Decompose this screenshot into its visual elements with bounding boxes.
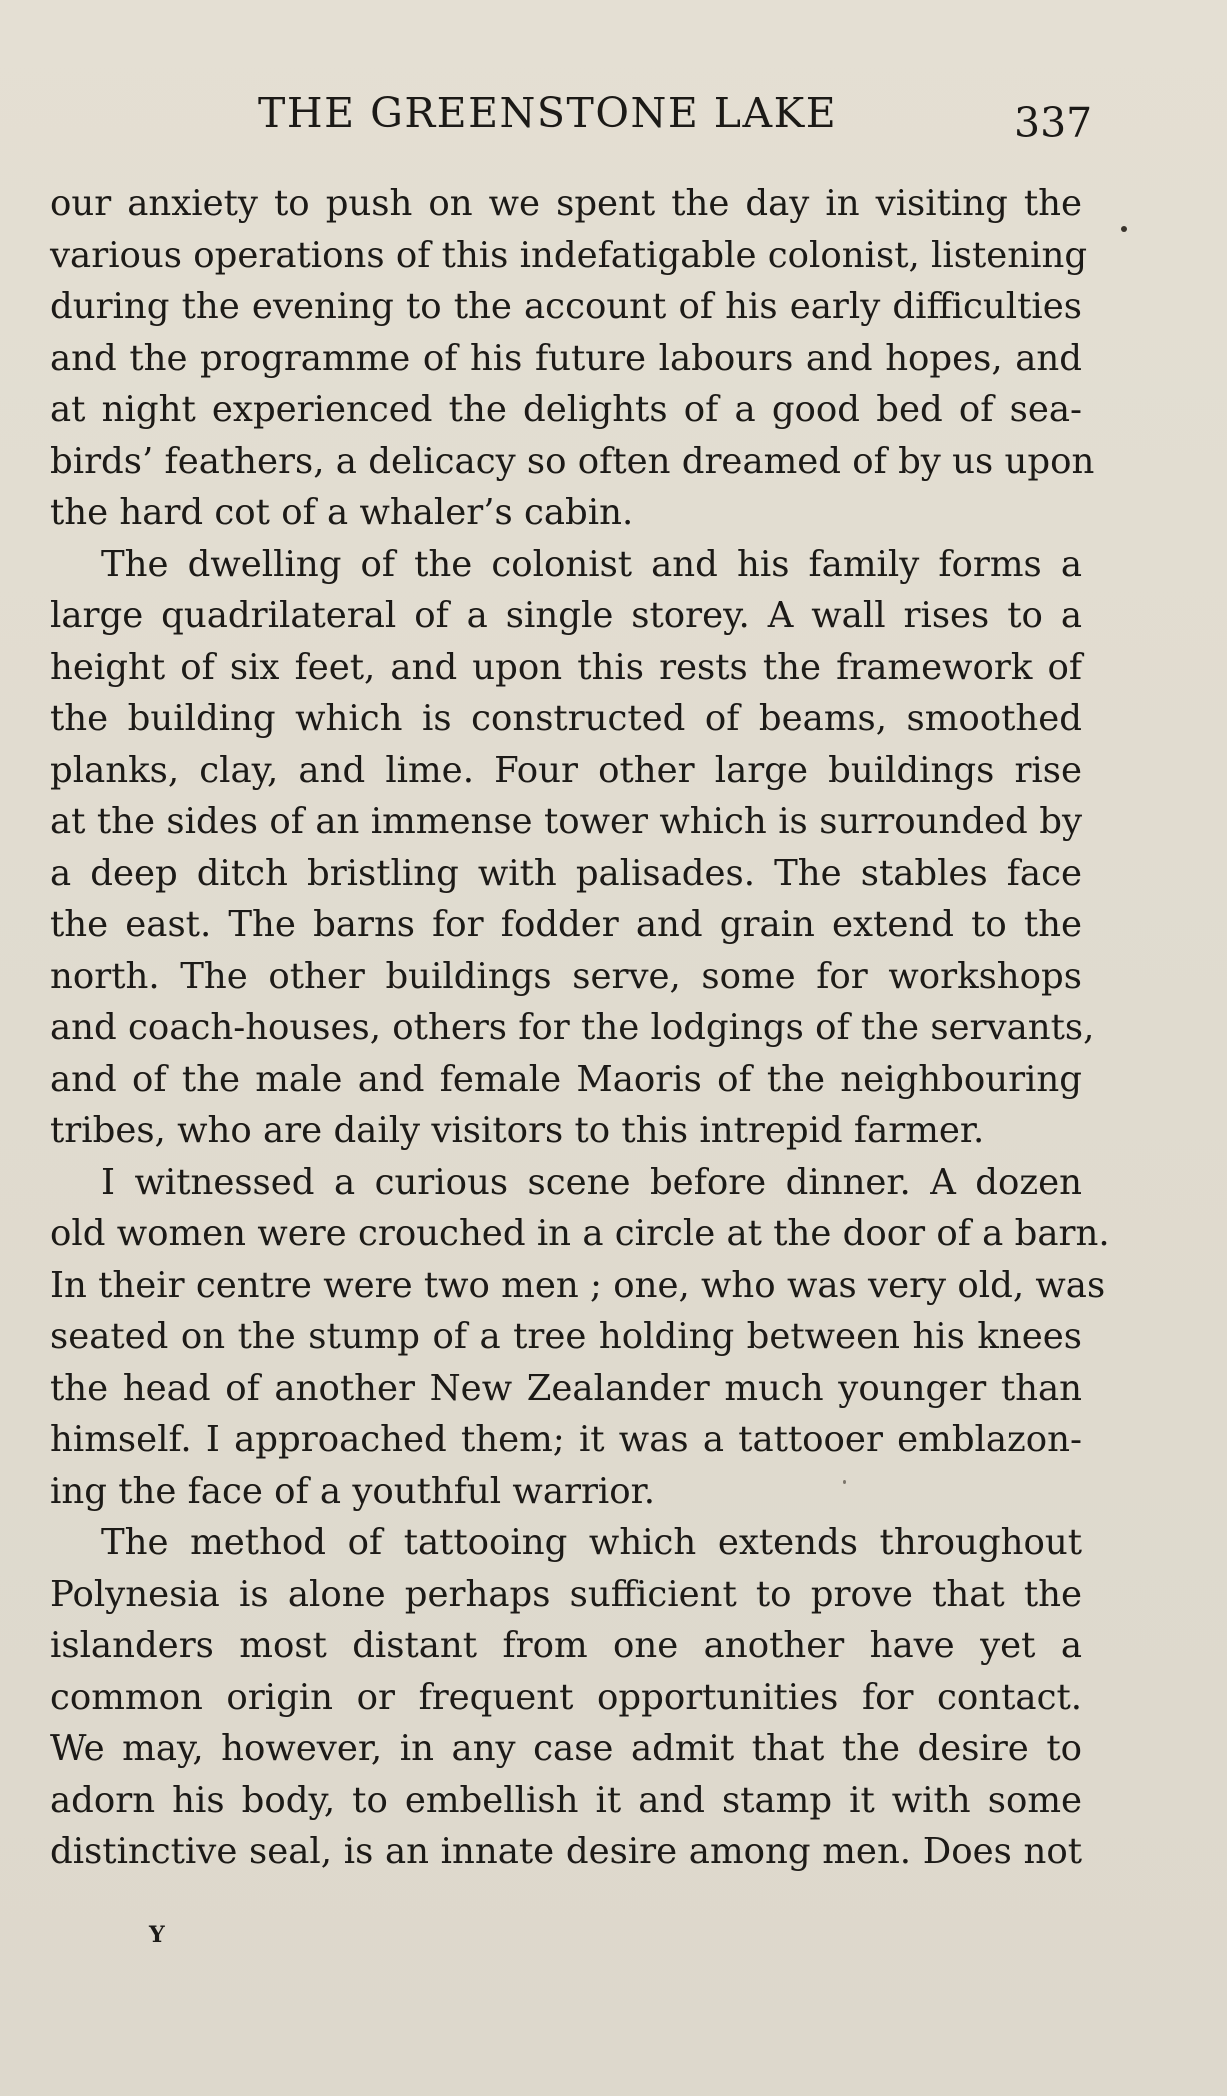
text-line: the hard cot of a whaler’s cabin. [50,492,634,533]
text-line: various operations of this indefatigable colonist, listening [50,235,1088,276]
text-line: himself. I approached them; it was a tattooer emblazon- [50,1419,1082,1460]
text-line: north. The other buildings serve, some for workshops [50,956,1082,997]
text-line: and the programme of his future labours and hopes, and [50,338,1082,379]
text-line: height of six feet, and upon this rests the framework of [50,647,1082,688]
ink-speck [1121,226,1127,232]
page-number: 337 [1014,99,1093,147]
ink-speck [843,1480,846,1484]
text-line: The dwelling of the colonist and his family forms a [101,544,1082,585]
text-line: In their centre were two men ; one, who was very old, was [50,1265,1106,1306]
text-line: adorn his body, to embellish it and stamp it with some [50,1780,1082,1821]
text-line: and coach-houses, others for the lodgings of the servants, [50,1007,1095,1048]
running-title: THE GREENSTONE LAKE [258,89,838,137]
text-line: the building which is constructed of beams, smoothed [50,698,1082,739]
text-line: planks, clay, and lime. Four other large buildings rise [50,750,1082,791]
text-line: a deep ditch bristling with palisades. The stables face [50,853,1082,894]
text-line: the east. The barns for fodder and grain extend to the [50,904,1082,945]
text-line: Polynesia is alone perhaps sufficient to prove that the [50,1574,1082,1615]
text-line: ing the face of a youthful warrior. [50,1471,656,1512]
text-line: distinctive seal, is an innate desire among men. Does not [50,1831,1082,1872]
text-line: common origin or frequent opportunities for contact. [50,1677,1082,1718]
text-line: at the sides of an immense tower which is surrounded by [50,801,1082,842]
text-line: large quadrilateral of a single storey. A wall rises to a [50,595,1082,636]
text-line: seated on the stump of a tree holding between his knees [50,1316,1082,1357]
text-line: We may, however, in any case admit that the desire to [50,1728,1082,1769]
signature-mark: Y [149,1922,165,1948]
text-line: our anxiety to push on we spent the day in visiting the [50,183,1082,224]
text-line: during the evening to the account of his early difficulties [50,286,1082,327]
text-line: I witnessed a curious scene before dinner. A dozen [101,1162,1082,1203]
text-line: the head of another New Zealander much younger than [50,1368,1082,1409]
text-line: old women were crouched in a circle at the door of a barn. [50,1213,1110,1254]
text-line: The method of tattooing which extends throughout [101,1522,1082,1563]
text-line: birds’ feathers, a delicacy so often dreamed of by us upon [50,441,1095,482]
text-line: and of the male and female Maoris of the neighbouring [50,1059,1082,1100]
text-line: tribes, who are daily visitors to this intrepid farmer. [50,1110,985,1151]
text-line: islanders most distant from one another have yet a [50,1625,1082,1666]
text-line: at night experienced the delights of a good bed of sea- [50,389,1082,430]
